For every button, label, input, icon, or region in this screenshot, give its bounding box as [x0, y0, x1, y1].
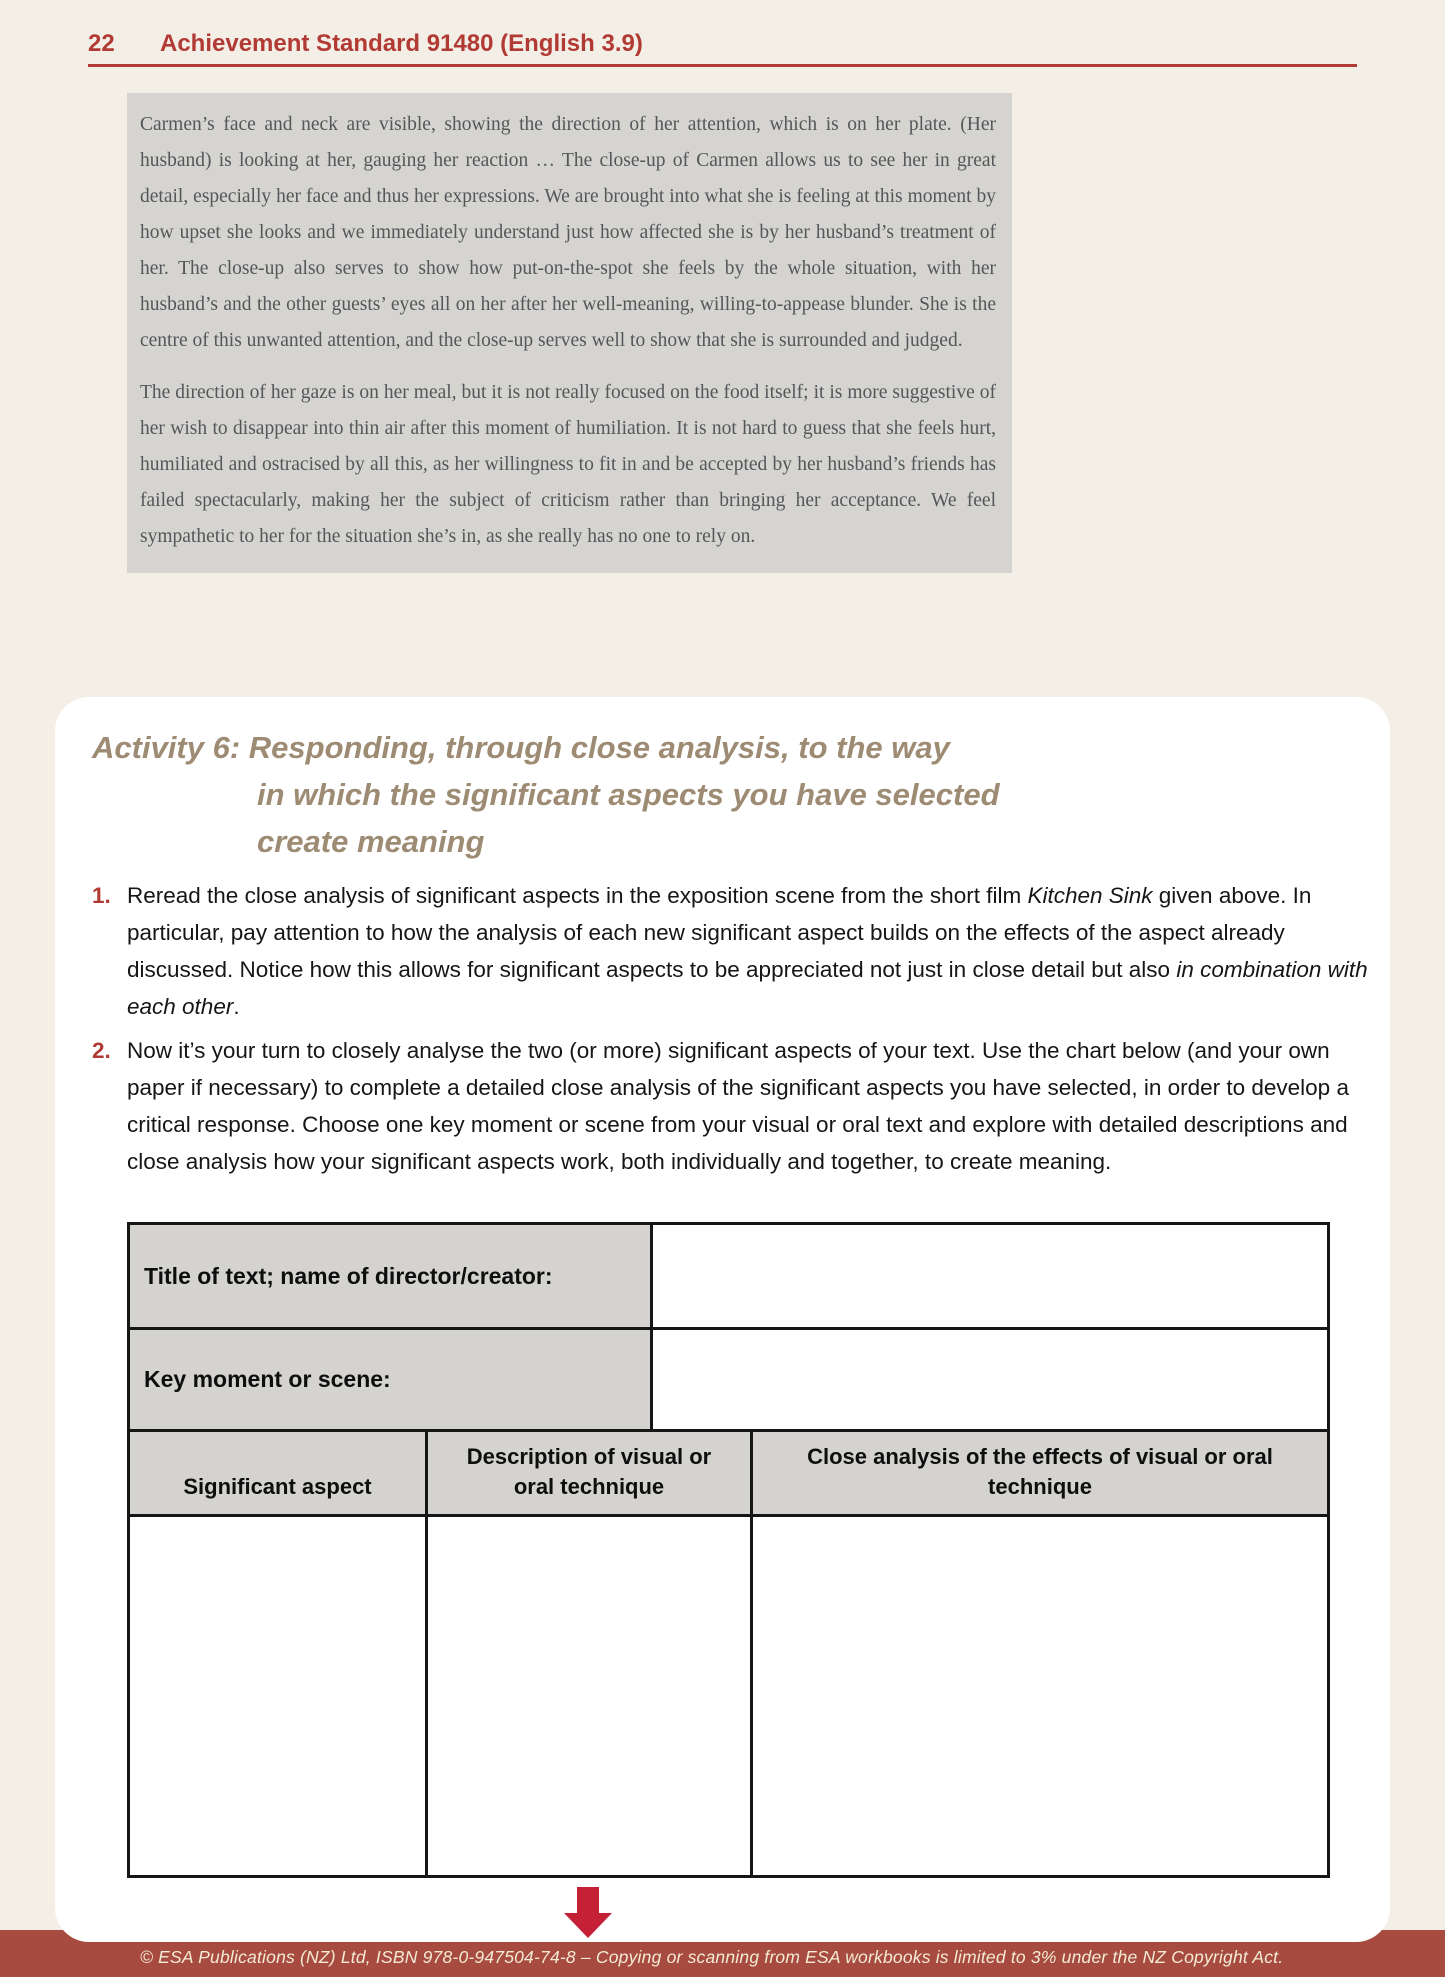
- header-close-analysis-line-1: Close analysis of the effects of visual or oral: [807, 1444, 1273, 1469]
- quote-paragraph-2: The direction of her gaze is on her meal, but it is not really focused on the food itself; it is more suggestive of her wish to disappear into thin air after this moment of humiliation. It is not hard to guess that she feels hurt, humiliated and ostracised by all this, as her willingness to fit in and be accepted by her husband’s friends has failed spectacularly, making her the subject of criticism rather than bringing her acceptance. We feel sympathetic to her for the situation she’s in, as she really has no one to rely on.: [140, 382, 996, 547]
- table-row-key-moment: [130, 1330, 1327, 1432]
- table-header-row: [130, 1432, 1327, 1517]
- activity-heading: [92, 724, 1172, 865]
- analysis-table: [127, 1222, 1330, 1878]
- quote-paragraph-1: Carmen’s face and neck are visible, showing the direction of her attention, which is on her plate. (Her husband) is looking at her, gauging her reaction … The close-up of Carmen allows us to see her in great detail, especially her face and thus her expressions. We are brought into what she is feeling at this moment by how upset she looks and we immediately understand just how affected she is by her husband’s treatment of her. The close-up also serves to show how put-on-the-spot she feels by the whole situation, with her husband’s and the other guests’ eyes all on her after her well-meaning, willing-to-appease blunder. She is the centre of this unwanted attention, and the close-up serves well to show that she is surrounded and judged.: [140, 114, 996, 351]
- header-rule: [88, 64, 1357, 67]
- title-of-text-answer-cell[interactable]: [653, 1225, 1327, 1327]
- item-1-text-part-3: given above. In particular, pay attention to how the analysis of each new significant aspect builds on the effects of the aspect already discussed. Notice how this allows for significant aspects to be appreciated not just in close detail but also: [127, 883, 1312, 982]
- page-number: 22: [88, 30, 115, 57]
- header-close-analysis-line-2: technique: [988, 1474, 1092, 1499]
- header-significant-aspect: [130, 1432, 428, 1514]
- item-1-italic-phrase: in combination with each other: [127, 957, 1368, 1019]
- header-close-analysis: [753, 1432, 1327, 1514]
- item-1-text: [127, 877, 1377, 1025]
- key-moment-answer-cell[interactable]: [653, 1330, 1327, 1429]
- item-1-film-title: Kitchen Sink: [1027, 883, 1153, 908]
- item-2-number: 2.: [92, 1038, 111, 1063]
- activity-heading-line-1: Activity 6: Responding, through close analysis, to the way: [92, 730, 950, 765]
- header-description-line-1: Description of visual or: [466, 1444, 712, 1469]
- down-arrow-head: [564, 1913, 612, 1938]
- down-arrow-stem: [577, 1887, 599, 1913]
- body-cell-close-analysis[interactable]: [753, 1517, 1327, 1875]
- list-item-2: [92, 1032, 1377, 1180]
- key-moment-label-cell: Key moment or scene:: [130, 1330, 653, 1429]
- down-arrow-icon: [564, 1887, 612, 1938]
- table-body-row: [130, 1517, 1327, 1875]
- header-description-line-2: oral technique: [513, 1474, 665, 1499]
- item-2-text: Now it’s your turn to closely analyse the two (or more) significant aspects of your text. Use the chart below (and your own paper if necessary) to complete a detailed close analysis of the significant aspects you have selected, in order to develop a critical response. Choose one key moment or scene from your visual or oral text and explore with detailed descriptions and close analysis how your significant aspects work, both individually and together, to create meaning.: [127, 1038, 1349, 1174]
- activity-heading-line-3: create meaning: [257, 824, 485, 859]
- list-item-1: [92, 877, 1377, 1025]
- body-cell-significant-aspect[interactable]: [130, 1517, 428, 1875]
- quote-block: [127, 93, 1012, 573]
- activity-heading-line-2: in which the significant aspects you have selected: [257, 777, 1000, 812]
- header-title: Achievement Standard 91480 (English 3.9): [160, 30, 643, 57]
- header-description-of-technique: [428, 1432, 753, 1514]
- item-1-text-part-1: Reread the close analysis of significant aspects in the exposition scene from the short film: [127, 883, 1028, 908]
- item-1-text-part-5: .: [233, 994, 240, 1019]
- body-cell-description[interactable]: [428, 1517, 753, 1875]
- item-1-number: 1.: [92, 883, 111, 908]
- footer-text: © ESA Publications (NZ) Ltd, ISBN 978-0-947504-74-8 – Copying or scanning from ESA workbooks is limited to 3% under the NZ Copyright Act.: [140, 1947, 1284, 1967]
- table-row-title: [130, 1225, 1327, 1330]
- title-of-text-label-cell: Title of text; name of director/creator:: [130, 1225, 653, 1327]
- header-significant-aspect-line-1: Significant aspect: [183, 1474, 372, 1499]
